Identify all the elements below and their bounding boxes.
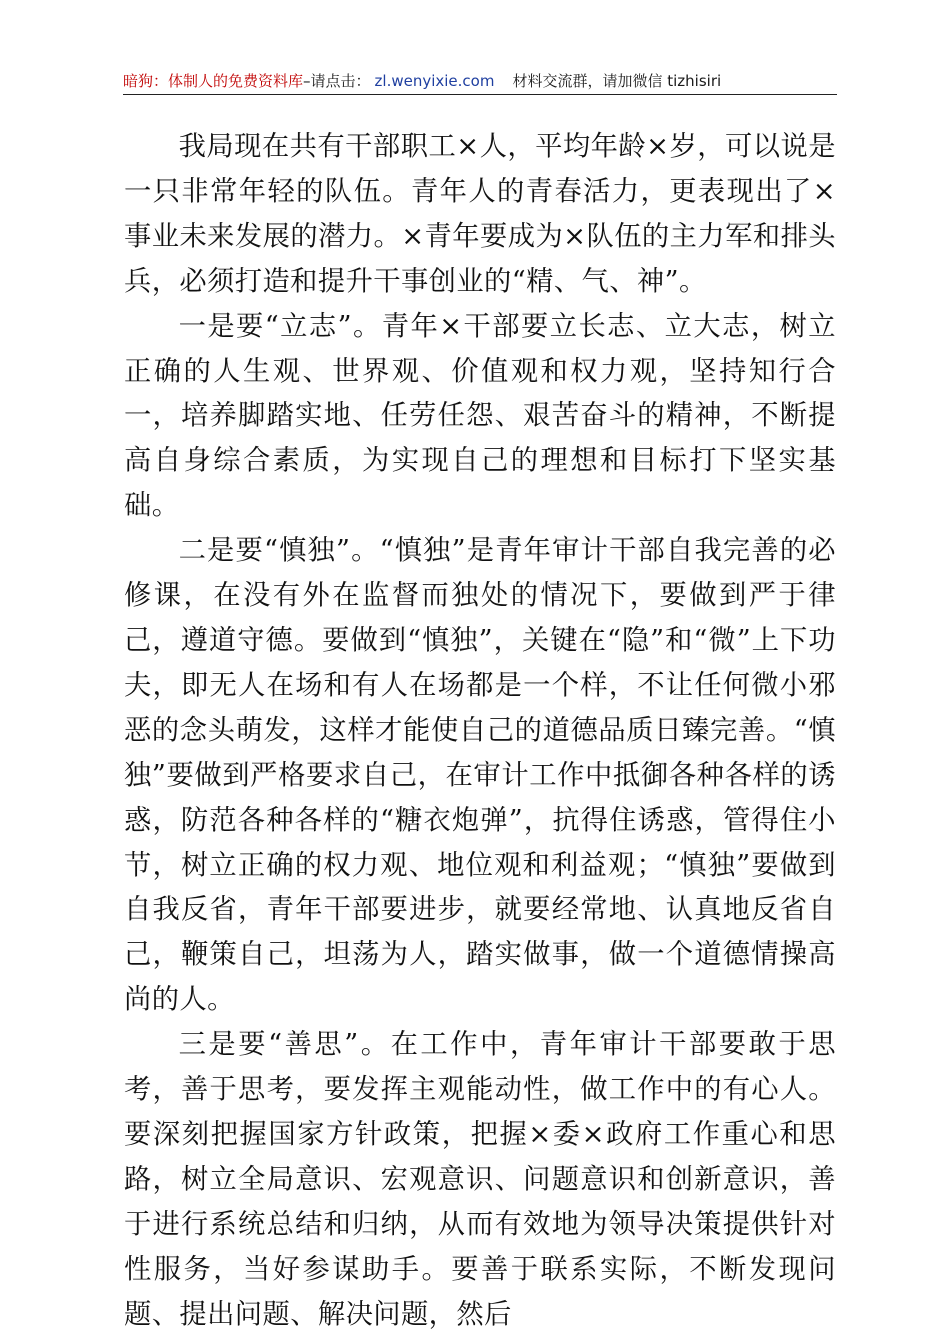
paragraph-self-discipline: 二是要“慎独”。“慎独”是青年审计干部自我完善的必修课，在没有外在监督而独处的情况下，要做到严于律己，遵道守德。要做到“慎独”，关键在“隐”和“微”上下功夫，即无人在场和有人在场都是一个样，不让任何微小邪恶的念头萌发，这样才能使自己的道德品质日臻完善。“慎独”要做到严格要求自己，在审计工作中抵御各种各样的诱惑，防范各种各样的“糖衣炮弹”，抗得住诱惑，管得住小节，树立正确的权力观、地位观和利益观；“慎独”要做到自我反省，青年干部要进步，就要经常地、认真地反省自己，鞭策自己，坦荡为人，踏实做事，做一个道德情操高尚的人。: [124, 535, 836, 1016]
document-body: [124, 125, 836, 1337]
header-contact: 材料交流群，请加微信 tizhisiri: [512, 72, 722, 90]
header-url-link[interactable]: zl.wenyixie.com: [374, 72, 495, 90]
header-brand: 暗狗：体制人的免费资料库: [123, 72, 304, 90]
page-header: [123, 70, 835, 92]
header-divider: [123, 94, 837, 95]
paragraph-intro: 我局现在共有干部职工×人，平均年龄×岁，可以说是一只非常年轻的队伍。青年人的青春活力，更表现出了×事业未来发展的潜力。×青年要成为×队伍的主力军和排头兵，必须打造和提升干事创业的“精、气、神”。: [124, 131, 836, 297]
paragraph-reflection: 三是要“善思”。在工作中，青年审计干部要敢于思考，善于思考，要发挥主观能动性，做工作中的有心人。要深刻把握国家方针政策，把握×委×政府工作重心和思路，树立全局意识、宏观意识、问题意识和创新意识，善于进行系统总结和归纳，从而有效地为领导决策提供针对性服务，当好参谋助手。要善于联系实际，不断发现问题、提出问题、解决问题，然后: [124, 1029, 836, 1330]
header-prompt: –请点击：: [303, 72, 371, 90]
paragraph-ambition: 一是要“立志”。青年×干部要立长志、立大志，树立正确的人生观、世界观、价值观和权力观，坚持知行合一，培养脚踏实地、任劳任怨、艰苦奋斗的精神，不断提高自身综合素质，为实现自己的理想和目标打下坚实基础。: [124, 310, 836, 522]
